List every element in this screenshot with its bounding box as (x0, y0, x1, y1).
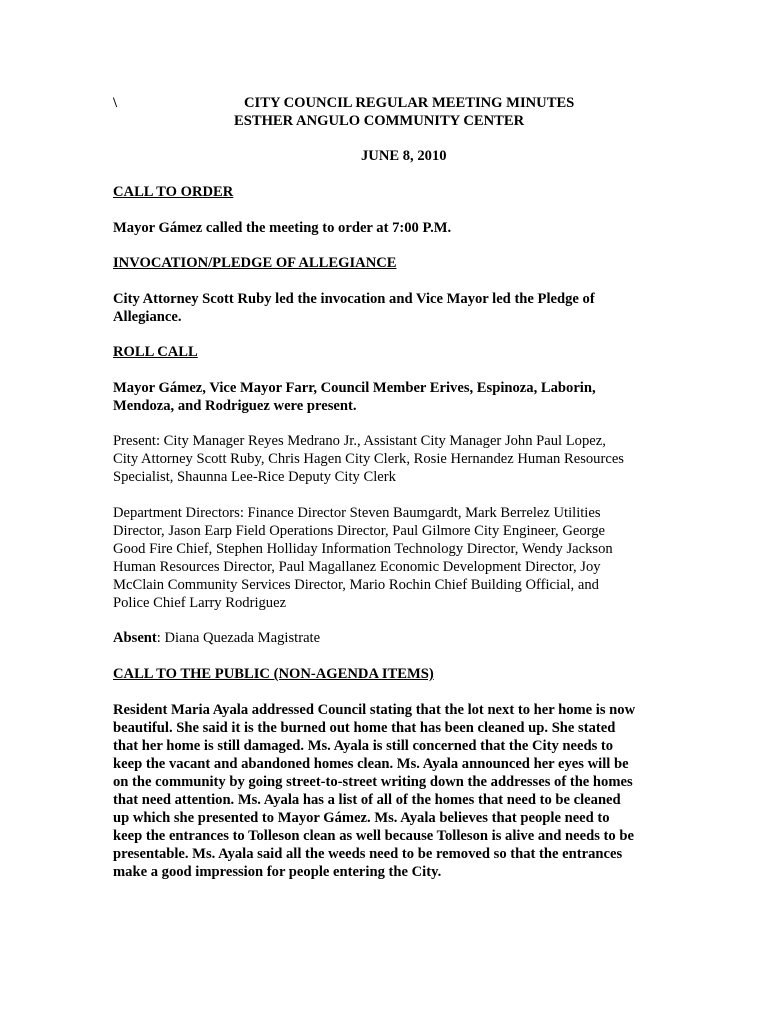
paragraph-line: Resident Maria Ayala addressed Council stating that the lot next to her home is now (113, 702, 636, 718)
meeting-location: ESTHER ANGULO COMMUNITY CENTER (234, 113, 525, 129)
call-to-order-heading: CALL TO ORDER (113, 184, 234, 200)
invocation-heading: INVOCATION/PLEDGE OF ALLEGIANCE (113, 255, 397, 271)
absent-label: Absent (113, 630, 157, 646)
paragraph-line: Good Fire Chief, Stephen Holliday Information Technology Director, Wendy Jackson (113, 541, 613, 557)
paragraph-line: keep the entrances to Tolleson clean as well because Tolleson is alive and needs to be (113, 828, 634, 844)
paragraph-line: make a good impression for people entering the City. (113, 864, 442, 880)
paragraph-line: keep the vacant and abandoned homes clean. Ms. Ayala announced her eyes will be (113, 756, 629, 772)
call-to-public-paragraph (113, 701, 673, 881)
paragraph-line: that her home is still damaged. Ms. Ayala is still concerned that the City needs to (113, 738, 614, 754)
paragraph-line: Police Chief Larry Rodriguez (113, 595, 287, 611)
paragraph-line: Present: City Manager Reyes Medrano Jr., Assistant City Manager John Paul Lopez, (113, 433, 606, 449)
paragraph-line: Human Resources Director, Paul Magallanez Economic Development Director, Joy (113, 559, 601, 575)
paragraph-line: beautiful. She said it is the burned out home that has been cleaned up. She stated (113, 720, 616, 736)
absent-line (113, 629, 320, 647)
call-to-order-text: Mayor Gámez called the meeting to order at 7:00 P.M. (113, 220, 452, 236)
paragraph-line: Allegiance. (113, 309, 182, 325)
paragraph-line: Department Directors: Finance Director Steven Baumgardt, Mark Berrelez Utilities (113, 505, 601, 521)
paragraph-line: up which she presented to Mayor Gámez. Ms. Ayala believes that people need to (113, 810, 610, 826)
paragraph-line: Mayor Gámez, Vice Mayor Farr, Council Member Erives, Espinoza, Laborin, (113, 380, 596, 396)
invocation-paragraph (113, 290, 673, 326)
paragraph-line: McClain Community Services Director, Mario Rochin Chief Building Official, and (113, 577, 599, 593)
department-directors-paragraph (113, 504, 673, 612)
roll-call-members-paragraph (113, 379, 673, 415)
roll-call-heading: ROLL CALL (113, 344, 198, 360)
meeting-date: JUNE 8, 2010 (361, 148, 447, 164)
document-title: CITY COUNCIL REGULAR MEETING MINUTES (244, 95, 575, 111)
absent-value: : Diana Quezada Magistrate (156, 630, 321, 646)
paragraph-line: on the community by going street-to-street writing down the addresses of the homes (113, 774, 633, 790)
paragraph-line: that need attention. Ms. Ayala has a list of all of the homes that need to be cleaned (113, 792, 621, 808)
paragraph-line: City Attorney Scott Ruby led the invocation and Vice Mayor led the Pledge of (113, 291, 595, 307)
paragraph-line: presentable. Ms. Ayala said all the weeds need to be removed so that the entrances (113, 846, 623, 862)
paragraph-line: Specialist, Shaunna Lee-Rice Deputy City Clerk (113, 469, 396, 485)
paragraph-line: Mendoza, and Rodriguez were present. (113, 398, 357, 414)
paragraph-line: City Attorney Scott Ruby, Chris Hagen City Clerk, Rosie Hernandez Human Resources (113, 451, 624, 467)
present-staff-paragraph (113, 432, 673, 486)
paragraph-line: Director, Jason Earp Field Operations Director, Paul Gilmore City Engineer, George (113, 523, 606, 539)
header-marker: \ (113, 95, 118, 111)
call-to-public-heading: CALL TO THE PUBLIC (NON-AGENDA ITEMS) (113, 666, 434, 682)
